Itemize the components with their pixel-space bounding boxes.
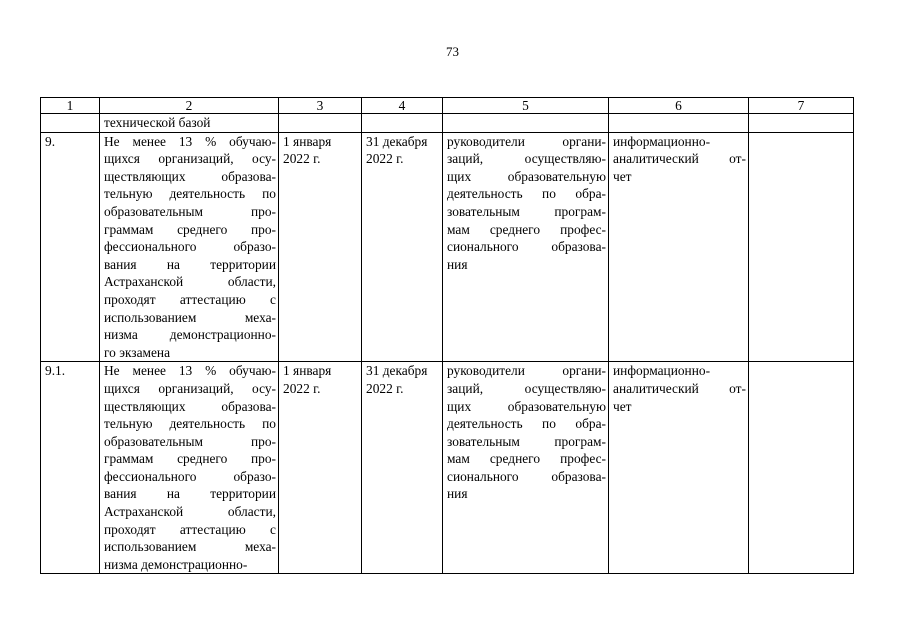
responsible-cell xyxy=(443,132,609,362)
cell-line: информационно- xyxy=(613,363,711,379)
cell-line: заций, осуществляю- xyxy=(447,380,606,396)
cell-line: сионального образова- xyxy=(447,468,606,484)
cell-line: руководители органи- xyxy=(447,133,606,149)
cell-line: 2022 г. xyxy=(366,151,404,167)
empty-cell xyxy=(443,114,609,133)
cell-line: щихся организаций, осу- xyxy=(104,380,276,396)
cell-line: 2022 г. xyxy=(283,151,321,167)
cell-line: 2022 г. xyxy=(366,380,404,396)
header-cell: 1 xyxy=(41,98,100,114)
end-date-cell xyxy=(362,132,443,362)
cell-line: Не менее 13 % обучаю- xyxy=(104,363,276,379)
cell-line: аналитический от- xyxy=(613,151,746,167)
page-number: 73 xyxy=(446,44,459,59)
cell-line: зовательным програм- xyxy=(447,433,606,449)
column-7-cell xyxy=(749,362,854,574)
cell-line: Астраханской области, xyxy=(104,274,276,290)
cell-line: 31 декабря xyxy=(366,363,428,379)
cell-line: чет xyxy=(613,168,632,184)
responsible-cell xyxy=(443,362,609,574)
header-cell: 5 xyxy=(443,98,609,114)
cell-line: сионального образова- xyxy=(447,239,606,255)
column-7-cell xyxy=(749,132,854,362)
cell-line: ществляющих образова- xyxy=(104,168,276,184)
cell-line: мам среднего профес- xyxy=(447,221,606,237)
row-number: 9.1. xyxy=(41,362,100,574)
cell-line: проходят аттестацию с xyxy=(104,521,276,537)
table-row xyxy=(41,132,854,362)
indicator-cell xyxy=(100,362,279,574)
cell-line: аналитический от- xyxy=(613,380,746,396)
cell-line: ния xyxy=(447,486,468,502)
header-row xyxy=(41,98,854,114)
cell-line: образовательным про- xyxy=(104,433,276,449)
cell-line: фессионального образо- xyxy=(104,239,276,255)
cell-line: чет xyxy=(613,398,632,414)
cell-line: вания на территории xyxy=(104,486,276,502)
cell-line: деятельность по обра- xyxy=(447,186,606,202)
cell-line: зовательным програм- xyxy=(447,203,606,219)
continuation-row xyxy=(41,114,854,133)
measures-table xyxy=(40,97,854,574)
cell-line: 1 января xyxy=(283,363,332,379)
cell-line: щих образовательную xyxy=(447,168,606,184)
cell-line: использованием меха- xyxy=(104,309,276,325)
empty-cell xyxy=(279,114,362,133)
row-number: 9. xyxy=(41,132,100,362)
cell-line: низма демонстрационно- xyxy=(104,327,276,343)
cell-line: го экзамена xyxy=(104,344,171,360)
empty-cell xyxy=(41,114,100,133)
cell-line: вания на территории xyxy=(104,256,276,272)
cell-line: Не менее 13 % обучаю- xyxy=(104,133,276,149)
cell-line: проходят аттестацию с xyxy=(104,291,276,307)
cell-line: использованием меха- xyxy=(104,539,276,555)
header-cell: 2 xyxy=(100,98,279,114)
cell-line: тельную деятельность по xyxy=(104,416,276,432)
cell-line: щихся организаций, осу- xyxy=(104,151,276,167)
cell-line: 31 декабря xyxy=(366,133,428,149)
empty-cell xyxy=(749,114,854,133)
start-date-cell xyxy=(279,362,362,574)
header-cell: 4 xyxy=(362,98,443,114)
cell-line: 2022 г. xyxy=(283,380,321,396)
report-cell xyxy=(609,132,749,362)
cell-line: информационно- xyxy=(613,133,711,149)
continuation-text: технической базой xyxy=(100,114,279,133)
cell-line: тельную деятельность по xyxy=(104,186,276,202)
cell-line: граммам среднего про- xyxy=(104,451,276,467)
cell-line: ществляющих образова- xyxy=(104,398,276,414)
cell-line: граммам среднего про- xyxy=(104,221,276,237)
cell-line: низма демонстрационно- xyxy=(104,556,248,572)
cell-line: Астраханской области, xyxy=(104,504,276,520)
report-cell xyxy=(609,362,749,574)
start-date-cell xyxy=(279,132,362,362)
cell-line: мам среднего профес- xyxy=(447,451,606,467)
table-row xyxy=(41,362,854,574)
empty-cell xyxy=(609,114,749,133)
header-cell: 6 xyxy=(609,98,749,114)
cell-line: образовательным про- xyxy=(104,203,276,219)
header-cell: 3 xyxy=(279,98,362,114)
cell-line: руководители органи- xyxy=(447,363,606,379)
cell-line: щих образовательную xyxy=(447,398,606,414)
end-date-cell xyxy=(362,362,443,574)
cell-line: ния xyxy=(447,256,468,272)
cell-line: 1 января xyxy=(283,133,332,149)
cell-line: деятельность по обра- xyxy=(447,416,606,432)
header-cell: 7 xyxy=(749,98,854,114)
cell-line: заций, осуществляю- xyxy=(447,151,606,167)
cell-line: фессионального образо- xyxy=(104,468,276,484)
empty-cell xyxy=(362,114,443,133)
indicator-cell xyxy=(100,132,279,362)
